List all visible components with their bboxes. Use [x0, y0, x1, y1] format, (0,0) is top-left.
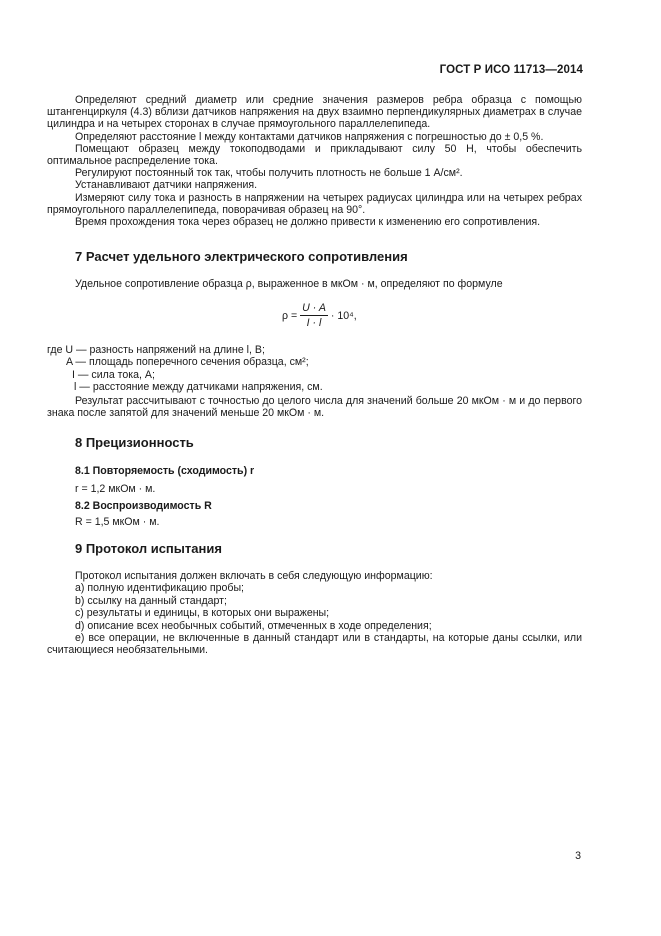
section-7-heading: 7 Расчет удельного электрического сопротивления: [75, 249, 408, 264]
formula-fraction: [300, 302, 328, 329]
procedure-paragraph: Помещают образец между токоподводами и прикладывают силу 50 Н, чтобы обеспечить оптимальное распределение тока.: [47, 142, 582, 168]
resistivity-formula: [282, 302, 357, 329]
repeatability-value: r = 1,2 мкОм · м.: [75, 483, 156, 495]
where-line: A — площадь поперечного сечения образца, см²;: [66, 356, 309, 368]
subsection-8-2-heading: 8.2 Воспроизводимость R: [75, 500, 212, 512]
section-7-result: [47, 395, 582, 419]
procedure-paragraph: Регулируют постоянный ток так, чтобы получить плотность не больше 1 А/см².: [75, 167, 463, 180]
procedure-block: [47, 94, 582, 228]
page-number: 3: [575, 850, 581, 862]
report-list-item: e) все операции, не включенные в данный стандарт или в стандарты, на которые даны ссылки, или считающиеся необязательными.: [47, 632, 582, 657]
report-list-item: d) описание всех необычных событий, отмеченных в ходе определения;: [75, 620, 432, 632]
report-list-item: a) полную идентификацию пробы;: [75, 582, 244, 594]
where-line: I — сила тока, А;: [72, 369, 155, 381]
section-9-intro: Протокол испытания должен включать в себя следующую информацию:: [75, 570, 433, 582]
result-paragraph: Результат рассчитывают с точностью до целого числа для значений больше 20 мкОм · м и до первого знака после запятой для значений меньше 20 мкОм · м.: [47, 395, 582, 420]
subsection-8-1-heading: 8.1 Повторяемость (сходимость) r: [75, 465, 255, 477]
section-7-intro: Удельное сопротивление образца ρ, выраженное в мкОм · м, определяют по формуле: [75, 278, 503, 290]
procedure-paragraph: Время прохождения тока через образец не должно привести к изменению его сопротивления.: [75, 216, 541, 229]
section-9-heading: 9 Протокол испытания: [75, 541, 222, 556]
report-list-item-e-block: [47, 632, 582, 656]
procedure-paragraph: Определяют расстояние l между контактами датчиков напряжения с погрешностью до ± 0,5 %.: [75, 130, 544, 143]
where-line: где U — разность напряжений на длине l, В;: [47, 344, 265, 356]
report-list-item: b) ссылку на данный стандарт;: [75, 595, 227, 607]
formula-numerator: U · A: [302, 302, 326, 314]
where-line: l — расстояние между датчиками напряжения, см.: [74, 381, 323, 393]
reproducibility-value: R = 1,5 мкОм · м.: [75, 516, 160, 528]
formula-rhs: · 10⁴,: [330, 309, 357, 322]
formula-denominator: I · l: [306, 317, 322, 329]
procedure-paragraph: Устанавливают датчики напряжения.: [75, 179, 258, 192]
report-list-item: c) результаты и единицы, в которых они выражены;: [75, 607, 330, 619]
formula-lhs: ρ =: [282, 309, 298, 322]
section-8-heading: 8 Прецизионность: [75, 435, 194, 450]
procedure-paragraph: Измеряют силу тока и разность в напряжении на четырех радиусах цилиндра или на четырех ребрах прямоугольного параллелепипеда, поворачивая образец на 90°.: [47, 191, 582, 216]
procedure-paragraph: Определяют средний диаметр или средние значения размеров ребра образца с помощью штангенциркуля (4.3) вблизи датчиков напряжения на двух взаимно перпендикулярных диаметрах в случае цилиндра и на четырех сторонах в случае прямоугольного параллелепипеда.: [47, 94, 582, 131]
standard-code-header: ГОСТ Р ИСО 11713—2014: [439, 64, 583, 76]
